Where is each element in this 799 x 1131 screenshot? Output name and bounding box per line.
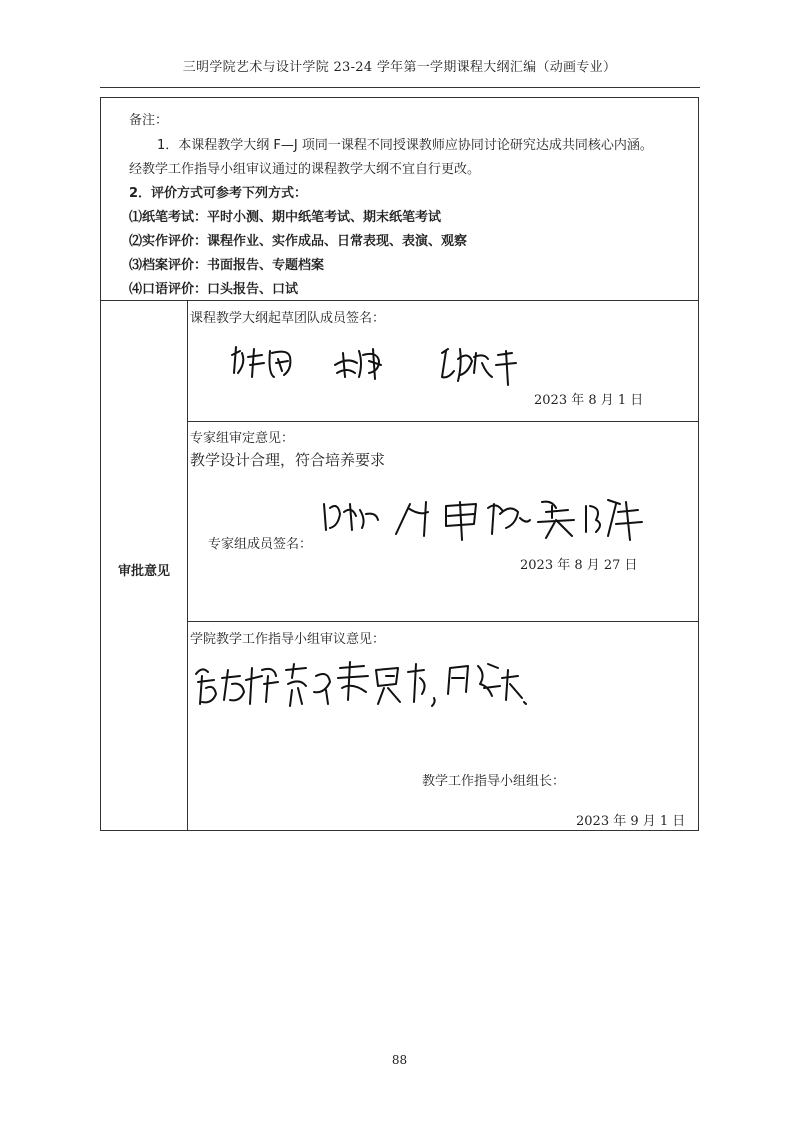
expert-member-label: 专家组成员签名： [208,537,313,552]
drafting-title: 课程教学大纲起草团队成员签名： [190,311,386,326]
signature-drafter-1 [228,343,308,383]
committee-title: 学院教学工作指导小组审议意见： [190,632,386,647]
expert-group-cell [188,422,698,622]
notes-item-2: 2．评价方式可参考下列方式： [129,186,308,201]
method-oral: ⑷口语评价：口头报告、口试 [129,282,299,297]
signature-drafter-3 [438,343,528,389]
header-rule [100,87,700,88]
notes-heading: 备注： [129,113,169,128]
page-number: 88 [391,1053,408,1067]
expert-title: 专家组审定意见： [190,431,295,446]
notes-item-1b: 经教学工作指导小组审议通过的课程教学大纲不宜自行更改。 [129,162,481,177]
review-label: 审批意见 [117,564,170,579]
drafting-date: 2023 年 8 月 1 日 [534,393,644,408]
expert-opinion: 教学设计合理，符合培养要求 [190,451,386,469]
committee-date: 2023 年 9 月 1 日 [576,814,686,829]
committee-cell [188,622,698,831]
method-paper-exam: ⑴纸笔考试：平时小测、期中纸笔考试、期末纸笔考试 [129,210,442,225]
review-label-cell [101,301,188,831]
method-practical: ⑵实作评价：课程作业、实作成品、日常表现、表演、观察 [129,234,468,249]
method-portfolio: ⑶档案评价：书面报告、专题档案 [129,258,325,273]
notes-section [101,98,698,301]
review-form-table [100,97,699,831]
committee-leader-label: 教学工作指导小组组长： [422,774,566,789]
drafting-team-cell [188,301,698,422]
expert-date: 2023 年 8 月 27 日 [520,558,638,573]
signature-drafter-2 [333,343,403,383]
signature-experts [320,494,660,544]
notes-item-1a: 1．本课程教学大纲 F—J 项同一课程不同授课教师应协同讨论研究达成共同核心内涵。 [157,138,653,153]
committee-handwritten-opinion [188,654,528,718]
page-header: 三明学院艺术与设计学院 23-24 学年第一学期课程大纲汇编（动画专业） [182,60,617,75]
